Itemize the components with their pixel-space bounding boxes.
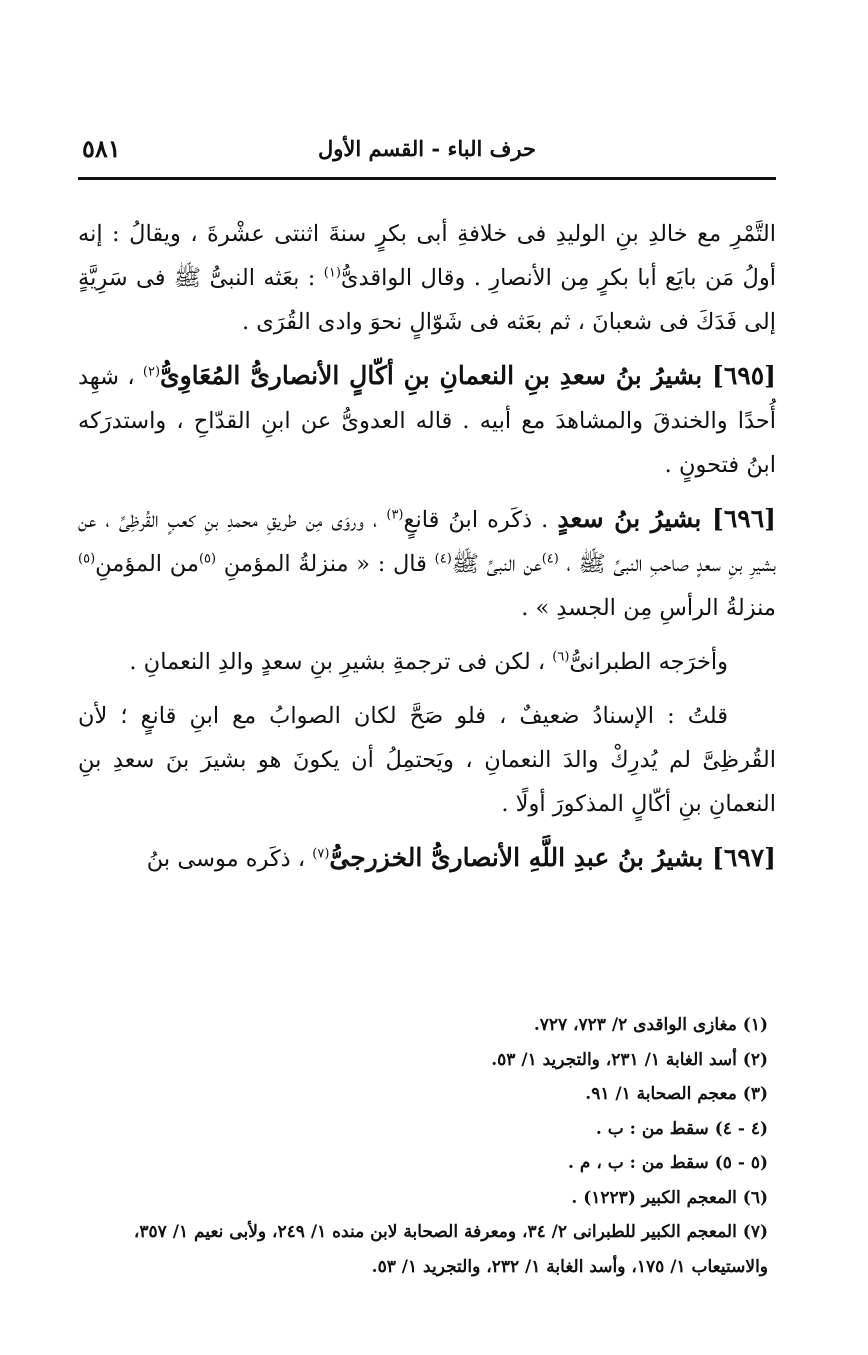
- footnote-ref: (٥): [78, 551, 96, 567]
- footnote: (٤ - ٤) سقط من : ب .: [595, 1118, 768, 1139]
- footnote: (٧) المعجم الكبير للطبرانى ٢/ ٣٤، ومعرفة الصحابة لابن منده ١/ ٢٤٩، ولأبى نعيم ١/ ٣٥٧، والاستيعاب ١/ ١٧٥، وأسد الغابة ١/ ٢٣٢، والتجريد ١/ ٥٣.: [133, 1222, 768, 1277]
- running-head: حرف الباء - القسم الأول: [318, 136, 536, 161]
- footnote: (٦) المعجم الكبير (١٢٢٣) .: [571, 1187, 768, 1208]
- entry-number: [٦٩٥]: [712, 361, 776, 390]
- main-text: [78, 212, 776, 891]
- entry-name: بشيرُ بنُ سعدِ بنِ النعمانِ بنِ أكّالٍ الأنصارىُّ المُعَاوِىُّ: [160, 361, 713, 390]
- footnote-ref: (٤): [541, 551, 559, 567]
- entry-695: [٦٩٥] بشيرُ بنُ سعدِ بنِ النعمانِ بنِ أكّالٍ الأنصارىُّ المُعَاوِىُّ$^{(٢)}$ ، شهِد أُحدًا والخندقَ والمشاهدَ مع أبيه . قاله العدوىُّ عن ابنِ القدّاحِ ، واستدرَكه ابنُ فتحونٍ .: [78, 361, 776, 478]
- footnote: (٥ - ٥) سقط من : ب ، م .: [568, 1153, 768, 1173]
- page-number: ٥٨١: [82, 134, 121, 163]
- entry-name: بشيرُ بنُ عبدِ اللَّهِ الأنصارىُّ الخزرجىُّ: [329, 843, 713, 872]
- footnote: (١) مغازى الواقدى ٢/ ٧٢٣، ٧٢٧.: [533, 1015, 768, 1035]
- entry-697: [٦٩٧] بشيرُ بنُ عبدِ اللَّهِ الأنصارىُّ الخزرجىُّ$^{(٧)}$ ، ذكَره موسى بنُ: [146, 843, 776, 872]
- entry-number: [٦٩٧]: [712, 843, 776, 872]
- footnote-ref: (٢): [142, 364, 161, 380]
- footnotes: [78, 1008, 768, 1284]
- footnote-ref: (٤): [434, 551, 452, 567]
- footnote: (٢) أسد الغابة ١/ ٢٣١، والتجريد ١/ ٥٣.: [491, 1049, 768, 1070]
- footnote: (٣) معجم الصحابة ١/ ٩١.: [585, 1084, 768, 1104]
- paragraph-continuation: التَّمْرِ مع خالدِ بنِ الوليدِ فى خلافةِ أبى بكرٍ سنةَ اثنتى عشْرةَ ، ويقالُ : إنه أولُ مَن بايَع أبا بكرٍ مِن الأنصارِ . وقال الواقدىُّ$^{(١)}$ : بعَثه النبىُّ ﷺ فى سَرِيَّةٍ إلى فَدَكَ فى شعبانَ ، ثم بعَثه فى شَوّالٍ نحوَ وادى القُرَى .: [78, 221, 777, 335]
- entry-696: [٦٩٦] بشيرُ بنُ سعدٍ . ذكَره ابنُ قانعٍ$^{(٣)}$ ، وروَى مِن طريقِ محمدِ بنِ كعبٍ القُرظِىِّ ، عن بشيرِ بنِ سعدٍ صاحبِ النبىِّ ﷺ ، $^{(٤)}$عن النبىِّ ﷺ$^{(٤)}$ قال : « منزلةُ المؤمنِ $^{(٥)}$من المؤمنِ$^{(٥)}$ منزلةُ الرأسِ مِن الجسدِ » .: [78, 504, 777, 621]
- footnote-ref: (٦): [552, 649, 570, 665]
- entry-name: بشيرُ بنُ سعدٍ: [557, 504, 713, 533]
- footnote-ref: (٣): [386, 507, 404, 523]
- page-header: [78, 130, 776, 174]
- header-rule: [78, 177, 776, 180]
- footnote-ref: (٥): [198, 551, 217, 567]
- paragraph-tabarani: وأخرَجه الطبرانىُّ$^{(٦)}$ ، لكن فى ترجمةِ بشيرِ بنِ سعدٍ والدِ النعمانِ .: [129, 649, 728, 675]
- entry-number: [٦٩٦]: [712, 504, 777, 533]
- footnote-ref: (٧): [312, 846, 330, 862]
- footnote-ref: (١): [323, 265, 341, 281]
- paragraph-qultu: قلتُ : الإسنادُ ضعيفٌ ، فلو صَحَّ لكان الصوابُ مع ابنِ قانعٍ ؛ لأن القُرظِىَّ لم يُدرِكْ والدَ النعمانِ ، ويَحتمِلُ أن يكونَ هو بشيرَ بنَ سعدِ بنِ النعمانِ بنِ أكّالٍ المذكورَ أولًا .: [78, 703, 776, 817]
